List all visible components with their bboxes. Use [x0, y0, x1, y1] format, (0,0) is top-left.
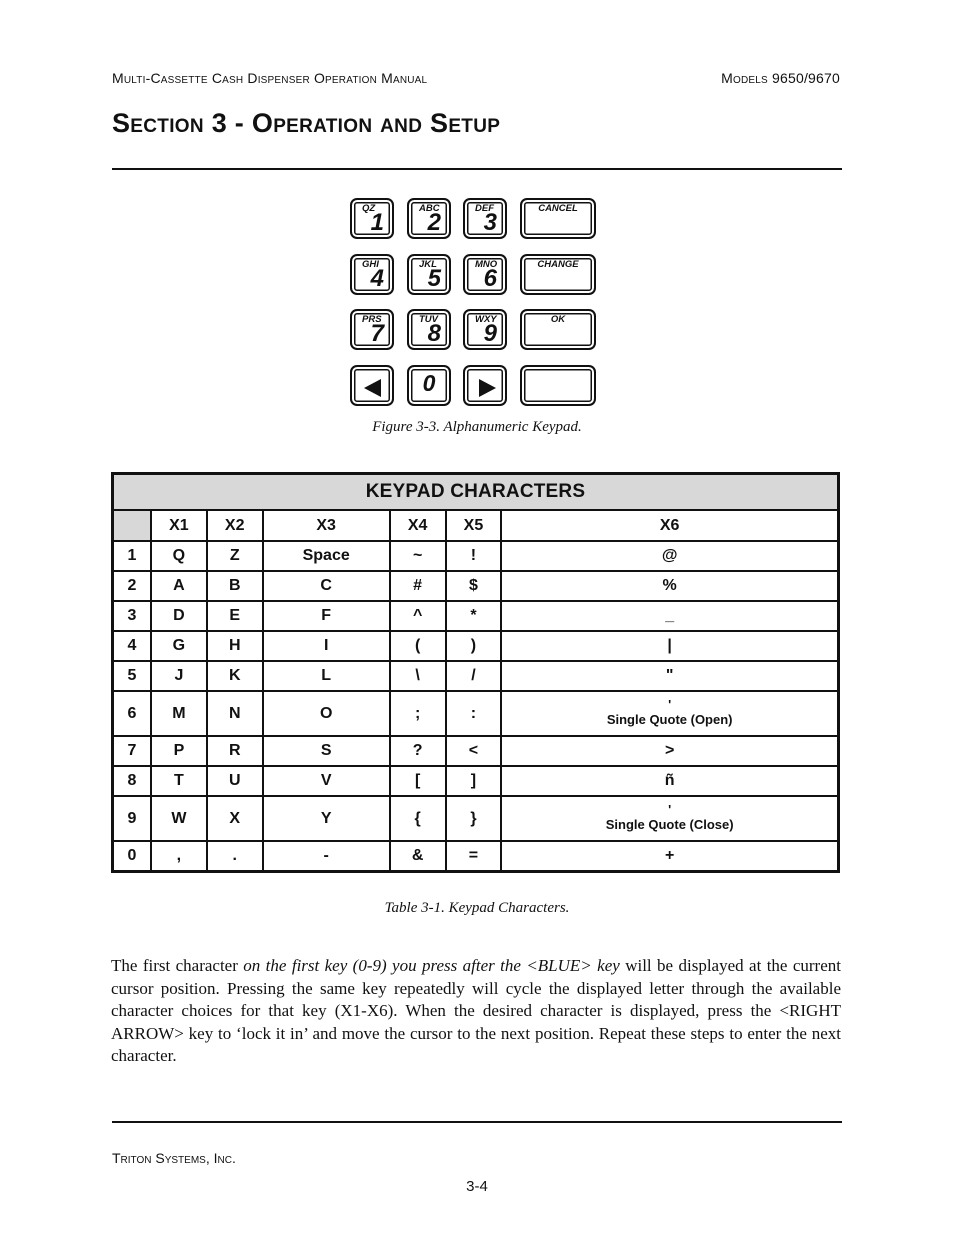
key-ok-label: OK	[550, 314, 566, 325]
column-header: X3	[263, 510, 390, 541]
table-cell: J	[151, 661, 207, 691]
table-cell: +	[501, 841, 838, 872]
table-cell: U	[207, 766, 263, 796]
table-cell: *	[446, 601, 502, 631]
table-cell: %	[501, 571, 838, 601]
table-cell: A	[151, 571, 207, 601]
table-row	[113, 661, 839, 691]
column-header: X6	[501, 510, 838, 541]
row-key: 7	[113, 736, 152, 766]
table-row	[113, 691, 839, 736]
table-cell: Q	[151, 541, 207, 571]
column-header: X5	[446, 510, 502, 541]
header-rule	[112, 168, 842, 170]
table-corner-cell	[113, 510, 152, 541]
table-cell: =	[446, 841, 502, 872]
key-9-letters: WXY	[475, 314, 497, 325]
key-6-digit: 6	[483, 265, 497, 292]
table-cell: $	[446, 571, 502, 601]
table-cell: <	[446, 736, 502, 766]
table-cell: Z	[207, 541, 263, 571]
table-cell: Space	[263, 541, 390, 571]
body-paragraph	[111, 955, 841, 1068]
table-cell: Y	[263, 796, 390, 841]
table-title: KEYPAD CHARACTERS	[113, 474, 839, 511]
key-2-digit: 2	[427, 209, 441, 236]
key-6	[463, 254, 507, 295]
row-key: 5	[113, 661, 152, 691]
key-4-digit: 4	[370, 265, 384, 292]
table-cell: "	[501, 661, 838, 691]
table-cell: &	[390, 841, 446, 872]
key-9-digit: 9	[483, 320, 497, 347]
key-right-arrow	[463, 365, 507, 406]
left-arrow-icon	[364, 379, 381, 397]
table-cell: F	[263, 601, 390, 631]
table-cell: /	[446, 661, 502, 691]
key-cancel-label: CANCEL	[538, 203, 578, 214]
keypad-characters-table	[111, 472, 840, 873]
paragraph-emphasis: on the first key (0-9) you press after the <BLUE> key	[243, 956, 620, 975]
table-cell: ?	[390, 736, 446, 766]
table-cell: L	[263, 661, 390, 691]
key-3-letters: DEF	[475, 203, 494, 214]
single-quote-open-note: Single Quote (Open)	[606, 711, 733, 727]
paragraph-text: The first character	[111, 956, 244, 975]
row-key: 6	[113, 691, 152, 736]
table-cell: D	[151, 601, 207, 631]
column-header: X2	[207, 510, 263, 541]
column-header: X1	[151, 510, 207, 541]
key-7-digit: 7	[370, 320, 384, 347]
key-7-letters: PRS	[362, 314, 382, 325]
table-cell: W	[151, 796, 207, 841]
key-2	[407, 198, 451, 239]
table-cell: X	[207, 796, 263, 841]
key-5-letters: JKL	[419, 259, 437, 270]
key-0	[407, 365, 451, 406]
table-cell: [	[390, 766, 446, 796]
table-cell: ,	[151, 841, 207, 872]
key-2-letters: ABC	[419, 203, 440, 214]
key-9	[463, 309, 507, 350]
table-cell: -	[263, 841, 390, 872]
table-cell: B	[207, 571, 263, 601]
figure-caption: Figure 3-3. Alphanumeric Keypad.	[372, 419, 582, 435]
table-cell: E	[207, 601, 263, 631]
row-key: 4	[113, 631, 152, 661]
key-change	[520, 254, 596, 295]
paragraph-text: will be displayed at the current cursor position. Pressing the same key repeatedly will cycle the displayed letter through the available character choices for that key (X1-X6). When the desired character is displayed, press the <RIGHT ARROW> key to ‘lock it in’ and move the cursor to the next position. Repeat these steps to enter the next character.	[111, 956, 841, 1065]
single-quote-open-symbol: '	[668, 696, 672, 712]
key-8	[407, 309, 451, 350]
single-quote-close-note: Single Quote (Close)	[605, 816, 734, 832]
key-1	[350, 198, 394, 239]
table-cell: >	[501, 736, 838, 766]
table-cell: ]	[446, 766, 502, 796]
table-cell: {	[390, 796, 446, 841]
key-cancel	[520, 198, 596, 239]
table-cell: ;	[390, 691, 446, 736]
table-cell: }	[446, 796, 502, 841]
key-change-label: CHANGE	[537, 259, 579, 270]
table-cell: \	[390, 661, 446, 691]
table-cell: H	[207, 631, 263, 661]
table-cell: |	[501, 631, 838, 661]
key-6-letters: MNO	[475, 259, 498, 270]
row-key: 3	[113, 601, 152, 631]
table-row	[113, 841, 839, 872]
table-cell: O	[263, 691, 390, 736]
table-cell: N	[207, 691, 263, 736]
table-cell: .	[207, 841, 263, 872]
running-header-left: Multi-Cassette Cash Dispenser Operation Manual	[112, 70, 428, 86]
key-7	[350, 309, 394, 350]
section-title: Section 3 - Operation and Setup	[112, 108, 501, 138]
table-cell: @	[501, 541, 838, 571]
row-key: 1	[113, 541, 152, 571]
table-cell: )	[446, 631, 502, 661]
footer-company: Triton Systems, Inc.	[112, 1150, 236, 1166]
table-row	[113, 601, 839, 631]
table-cell: T	[151, 766, 207, 796]
table-cell: S	[263, 736, 390, 766]
table-cell: :	[446, 691, 502, 736]
table-row	[113, 736, 839, 766]
table-cell: V	[263, 766, 390, 796]
key-1-letters: QZ	[362, 203, 376, 214]
key-left-arrow	[350, 365, 394, 406]
table-cell: (	[390, 631, 446, 661]
column-header: X4	[390, 510, 446, 541]
table-cell: #	[390, 571, 446, 601]
table-cell: !	[446, 541, 502, 571]
key-4	[350, 254, 394, 295]
key-3	[463, 198, 507, 239]
row-key: 2	[113, 571, 152, 601]
key-1-digit: 1	[370, 209, 384, 236]
single-quote-close-symbol: '	[668, 801, 672, 817]
table-cell: ~	[390, 541, 446, 571]
table-row	[113, 766, 839, 796]
table-caption: Table 3-1. Keypad Characters.	[384, 900, 570, 916]
table-cell: M	[151, 691, 207, 736]
key-0-digit: 0	[422, 370, 436, 396]
table-cell	[501, 691, 838, 736]
table-cell: I	[263, 631, 390, 661]
key-3-digit: 3	[483, 209, 497, 236]
table-cell	[501, 796, 838, 841]
row-key: 8	[113, 766, 152, 796]
table-cell: ^	[390, 601, 446, 631]
table-cell: _	[501, 601, 838, 631]
row-key: 0	[113, 841, 152, 872]
table-cell: ñ	[501, 766, 838, 796]
alphanumeric-keypad-figure	[350, 198, 596, 406]
key-5-digit: 5	[427, 265, 441, 292]
table-cell: G	[151, 631, 207, 661]
table-cell: C	[263, 571, 390, 601]
key-5	[407, 254, 451, 295]
running-header-right: Models 9650/9670	[721, 70, 840, 86]
key-8-digit: 8	[427, 320, 441, 347]
right-arrow-icon	[479, 379, 496, 397]
table-cell: K	[207, 661, 263, 691]
key-blank	[520, 365, 596, 406]
table-row	[113, 571, 839, 601]
table-row	[113, 796, 839, 841]
key-ok	[520, 309, 596, 350]
key-8-letters: TUV	[419, 314, 438, 325]
key-4-letters: GHI	[362, 259, 379, 270]
footer-rule	[112, 1121, 842, 1123]
page-number: 3-4	[466, 1178, 488, 1195]
row-key: 9	[113, 796, 152, 841]
table-row	[113, 631, 839, 661]
table-cell: R	[207, 736, 263, 766]
table-cell: P	[151, 736, 207, 766]
table-row	[113, 541, 839, 571]
